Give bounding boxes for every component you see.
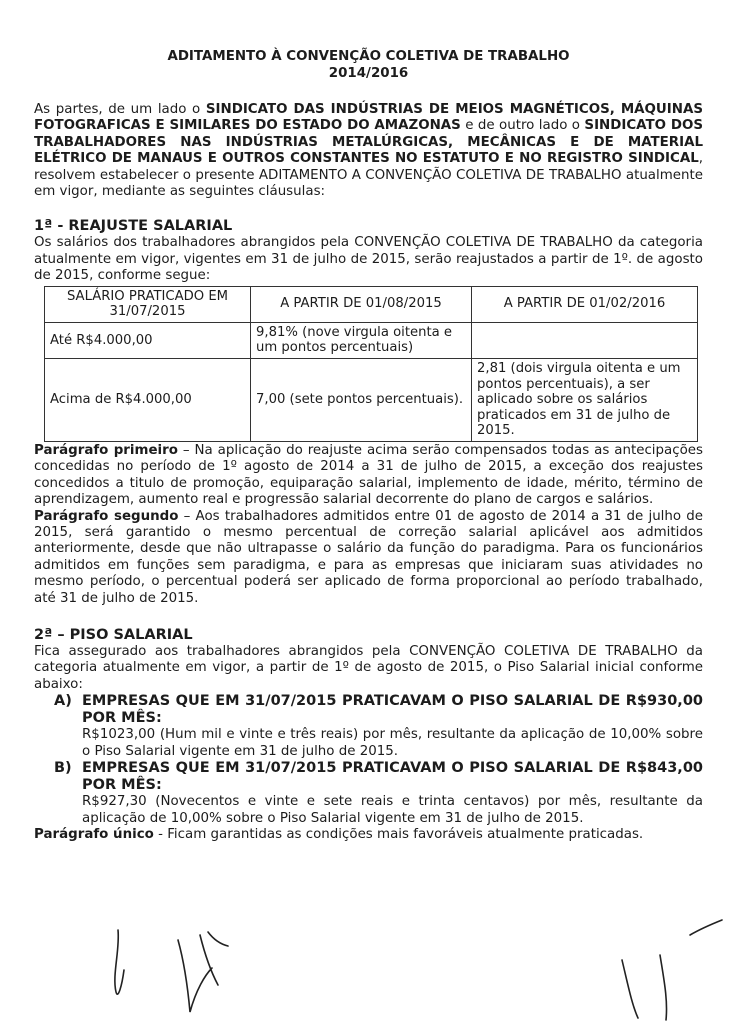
item-body [82,760,703,827]
signature-stroke [208,932,228,946]
signature-stroke [200,935,218,985]
intro-text-3: , resolvem estabelecer o presente ADITAMENTO A CONVENÇÃO COLETIVA DE TRABALHO atualmente em vigor, mediante as seguintes cláusulas: [34,151,703,200]
table-cell: Acima de R$4.000,00 [45,359,251,442]
paragraph-unico [34,827,703,843]
salary-floor-list [54,693,703,827]
salary-adjustment-table [44,286,698,442]
item-body [82,693,703,760]
paragraph-segundo-label: Parágrafo segundo [34,508,179,524]
signature-stroke [178,940,212,1012]
item-letter: B) [54,760,72,777]
item-heading: EMPRESAS QUE EM 31/07/2015 PRATICAVAM O PISO SALARIAL DE R$843,00 POR MÊS: [82,760,703,794]
item-text: R$927,30 (Novecentos e vinte e sete reais e trinta centavos) por mês, resultante da aplicação de 10,00% sobre o Piso Salarial vigente em 31 de julho de 2015. [82,794,703,826]
table-cell: 9,81% (nove virgula oitenta e um pontos percentuais) [251,322,472,358]
intro-text-2: e de outro lado o [460,118,585,134]
signature-stroke [115,930,124,994]
table-header-cell: SALÁRIO PRATICADO EM 31/07/2015 [45,286,251,322]
paragraph-segundo [34,509,703,607]
table-cell [472,322,698,358]
paragraph-segundo-text: – Aos trabalhadores admitidos entre 01 de agosto de 2014 a 31 de julho de 2015, será garantido o mesmo percentual de correção salarial aplicável aos admitidos anteriormente, desde que não ultrapasse o salário da função do paradigma. Para os funcionários admitidos em funções sem paradigma, e para as empresas que iniciaram suas atividades no mesmo período, o percentual poderá ser aplicado de forma proporcional ao período trabalhado, até 31 de julho de 2015. [34,508,704,606]
intro-text-1: As partes, de um lado o [34,102,206,117]
paragraph-primeiro-text: – Na aplicação do reajuste acima serão compensados todas as antecipações concedidas no período de 1º agosto de 2014 a 31 de julho de 2015, a exceção dos reajustes concedidos a titulo de promoção, equiparação salarial, implemento de idade, mérito, término de aprendizagem, aumento real e progressão salarial decorrente do plano de cargos e salários. [34,443,703,508]
table-row [45,359,698,442]
title-line-1: ADITAMENTO À CONVENÇÃO COLETIVA DE TRABALHO [167,49,570,64]
list-item [54,693,703,760]
signature-stroke [622,960,638,1018]
employer-union-name: SINDICATO DAS INDÚSTRIAS DE MEIOS MAGNÉTICOS, MÁQUINAS FOTOGRAFICAS E SIMILARES DO ESTADO DO AMAZONAS [34,102,703,134]
section-2-heading: 2ª – PISO SALARIAL [34,627,193,644]
table-row [45,322,698,358]
item-text: R$1023,00 (Hum mil e vinte e três reais) por mês, resultante da aplicação de 10,00% sobre o Piso Salarial vigente em 31 de julho de 2015. [82,727,703,759]
paragraph-primeiro-label: Parágrafo primeiro [34,443,178,458]
title-line-2: 2014/2016 [328,66,409,81]
section-2-intro: Fica assegurado aos trabalhadores abrangidos pela CONVENÇÃO COLETIVA DE TRABALHO da categoria atualmente em vigor, a partir de 1º de agosto de 2015, o Piso Salarial inicial conforme abaixo: [34,644,703,692]
paragraph-primeiro [34,443,703,509]
paragraph-unico-label: Parágrafo único [34,826,154,842]
intro-paragraph [34,102,703,200]
workers-union-name: SINDICATO DOS TRABALHADORES NAS INDÚSTRIAS METALÚRGICAS, MECÂNICAS E DE MATERIAL ELÉTRICO DE MANAUS E OUTROS CONSTANTES NO ESTATUTO E NO REGISTRO SINDICAL [34,118,703,167]
signature-stroke [660,955,667,1020]
section-1-heading: 1ª - REAJUSTE SALARIAL [34,218,233,235]
table-header-cell: A PARTIR DE 01/02/2016 [472,286,698,322]
list-item [54,760,703,827]
paragraph-unico-text: - Ficam garantidas as condições mais favoráveis atualmente praticadas. [153,826,644,842]
table-cell: 7,00 (sete pontos percentuais). [251,359,472,442]
item-heading: EMPRESAS QUE EM 31/07/2015 PRATICAVAM O PISO SALARIAL DE R$930,00 POR MÊS: [82,693,703,727]
document-title [34,48,703,82]
signature-stroke [690,920,722,935]
section-1-intro: Os salários dos trabalhadores abrangidos pela CONVENÇÃO COLETIVA DE TRABALHO da categoria atualmente em vigor, vigentes em 31 de julho de 2015, serão reajustados a partir de 1º. de agosto de 2015, conforme segue: [34,235,703,284]
item-letter: A) [54,693,72,710]
table-cell: 2,81 (dois virgula oitenta e um pontos percentuais), a ser aplicado sobre os salários praticados em 31 de julho de 2015. [472,359,698,442]
table-cell: Até R$4.000,00 [45,322,251,358]
table-header-row [45,286,698,322]
table-header-cell: A PARTIR DE 01/08/2015 [251,286,472,322]
